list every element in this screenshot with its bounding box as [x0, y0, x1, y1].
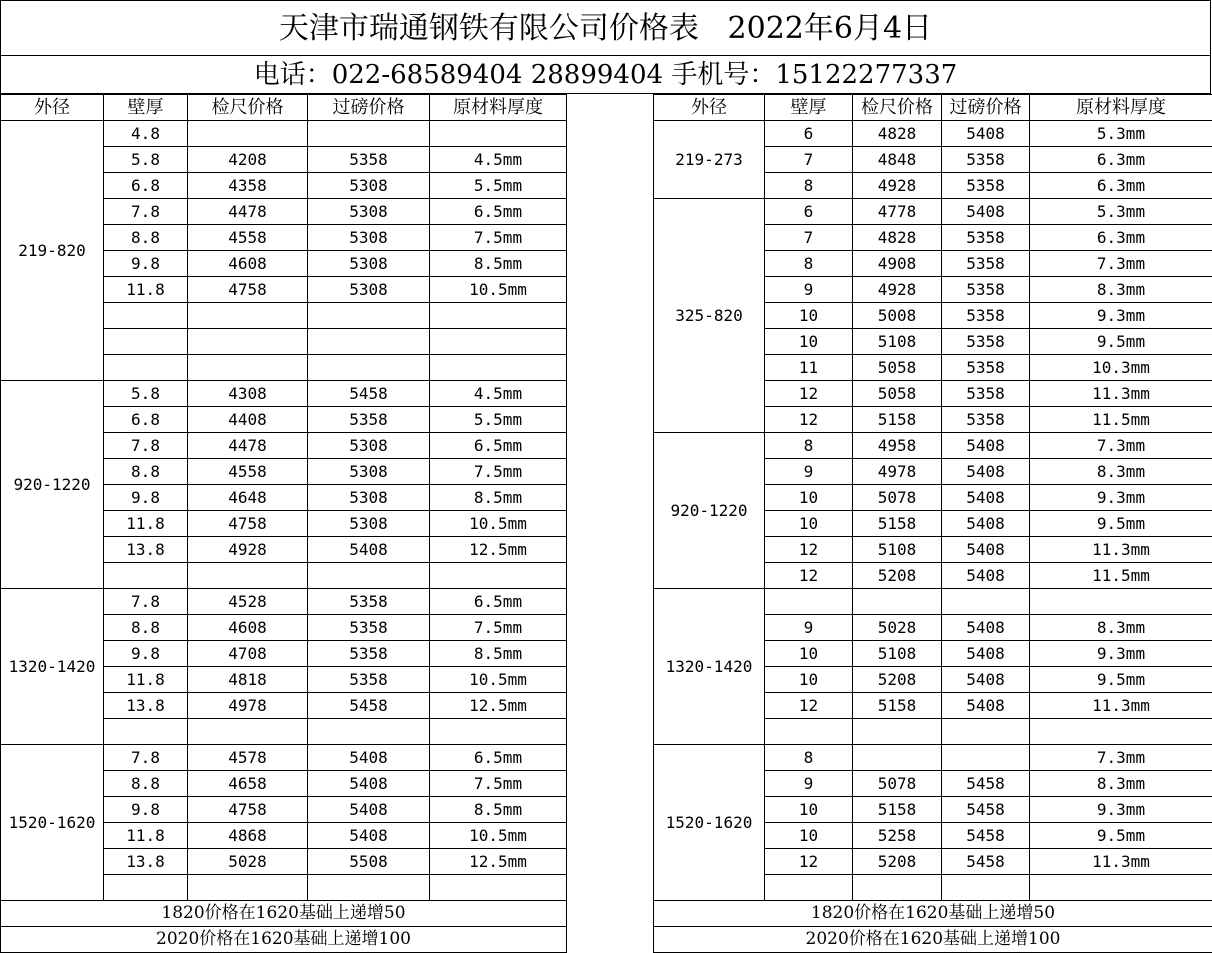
- wall-thickness-cell: 8: [765, 173, 853, 199]
- material-thickness-cell: 6.3mm: [1030, 225, 1212, 251]
- weighed-price-cell: 5358: [308, 641, 430, 667]
- table-row: [1, 745, 567, 771]
- material-thickness-cell: 8.3mm: [1030, 615, 1212, 641]
- material-thickness-cell: 7.5mm: [430, 771, 567, 797]
- weighed-price-cell: 5408: [942, 199, 1030, 225]
- wall-thickness-cell: 6: [765, 121, 853, 147]
- table-body: [1, 121, 567, 953]
- wall-thickness-cell: 9: [765, 277, 853, 303]
- scale-price-cell: 5078: [853, 771, 942, 797]
- wall-thickness-cell: 7.8: [104, 745, 188, 771]
- material-thickness-cell: [430, 719, 567, 745]
- wall-thickness-cell: 7: [765, 225, 853, 251]
- weighed-price-cell: 5408: [308, 537, 430, 563]
- scale-price-cell: 4708: [188, 641, 308, 667]
- wall-thickness-cell: 9: [765, 459, 853, 485]
- wall-thickness-cell: 8: [765, 433, 853, 459]
- scale-price-cell: 4608: [188, 251, 308, 277]
- scale-price-cell: 5158: [853, 693, 942, 719]
- wall-thickness-cell: [104, 563, 188, 589]
- weighed-price-cell: 5408: [308, 797, 430, 823]
- weighed-price-cell: 5408: [942, 511, 1030, 537]
- weighed-price-cell: 5308: [308, 433, 430, 459]
- material-thickness-cell: 6.5mm: [430, 199, 567, 225]
- wall-thickness-cell: 6.8: [104, 173, 188, 199]
- wall-thickness-cell: 12: [765, 537, 853, 563]
- weighed-price-cell: 5408: [942, 433, 1030, 459]
- weighed-price-cell: 5358: [308, 407, 430, 433]
- scale-price-cell: 5158: [853, 511, 942, 537]
- outer-diameter-cell: 1520-1620: [1, 745, 104, 901]
- material-thickness-cell: 7.3mm: [1030, 433, 1212, 459]
- wall-thickness-cell: [765, 589, 853, 615]
- weighed-price-cell: 5408: [942, 615, 1030, 641]
- scale-price-cell: [188, 121, 308, 147]
- weighed-price-cell: 5308: [308, 485, 430, 511]
- wall-thickness-cell: 8: [765, 251, 853, 277]
- weighed-price-cell: [942, 589, 1030, 615]
- scale-price-cell: 4928: [853, 173, 942, 199]
- weighed-price-cell: [308, 329, 430, 355]
- wall-thickness-cell: 8.8: [104, 771, 188, 797]
- scale-price-cell: 4958: [853, 433, 942, 459]
- weighed-price-cell: 5408: [308, 745, 430, 771]
- weighed-price-cell: 5408: [942, 693, 1030, 719]
- wall-thickness-cell: 10: [765, 511, 853, 537]
- weighed-price-cell: 5458: [942, 771, 1030, 797]
- table-row: [1, 121, 567, 147]
- price-note: 2020价格在1620基础上递增100: [654, 927, 1212, 953]
- weighed-price-cell: 5308: [308, 225, 430, 251]
- scale-price-cell: 4478: [188, 433, 308, 459]
- scale-price-cell: [188, 329, 308, 355]
- price-table-left: [0, 94, 567, 953]
- wall-thickness-cell: 11.8: [104, 277, 188, 303]
- material-thickness-cell: 8.3mm: [1030, 771, 1212, 797]
- scale-price-cell: 4208: [188, 147, 308, 173]
- table-row: [1, 589, 567, 615]
- weighed-price-cell: 5358: [308, 147, 430, 173]
- header-material-thickness: 原材料厚度: [430, 95, 567, 121]
- wall-thickness-cell: 7: [765, 147, 853, 173]
- scale-price-cell: 4778: [853, 199, 942, 225]
- weighed-price-cell: 5408: [942, 537, 1030, 563]
- scale-price-cell: 4608: [188, 615, 308, 641]
- table-row: [654, 589, 1212, 615]
- material-thickness-cell: 8.5mm: [430, 641, 567, 667]
- wall-thickness-cell: 7.8: [104, 589, 188, 615]
- weighed-price-cell: 5358: [942, 407, 1030, 433]
- page-title: 天津市瑞通钢铁有限公司价格表 2022年6月4日: [0, 0, 1211, 56]
- table-row: [654, 433, 1212, 459]
- contact-line: 电话：022-68589404 28899404 手机号：15122277337: [0, 56, 1211, 94]
- note-row: [654, 927, 1212, 953]
- material-thickness-cell: 7.5mm: [430, 615, 567, 641]
- weighed-price-cell: 5358: [308, 667, 430, 693]
- material-thickness-cell: 9.5mm: [1030, 329, 1212, 355]
- wall-thickness-cell: 11: [765, 355, 853, 381]
- material-thickness-cell: 8.3mm: [1030, 459, 1212, 485]
- scale-price-cell: 4908: [853, 251, 942, 277]
- wall-thickness-cell: 9.8: [104, 251, 188, 277]
- weighed-price-cell: 5508: [308, 849, 430, 875]
- material-thickness-cell: 7.5mm: [430, 225, 567, 251]
- weighed-price-cell: [308, 875, 430, 901]
- material-thickness-cell: 4.5mm: [430, 381, 567, 407]
- weighed-price-cell: 5458: [942, 823, 1030, 849]
- wall-thickness-cell: 8: [765, 745, 853, 771]
- weighed-price-cell: 5358: [942, 329, 1030, 355]
- outer-diameter-cell: 1320-1420: [1, 589, 104, 745]
- table-body: [654, 121, 1212, 953]
- wall-thickness-cell: [104, 875, 188, 901]
- scale-price-cell: 4578: [188, 745, 308, 771]
- price-note: 1820价格在1620基础上递增50: [1, 901, 567, 927]
- wall-thickness-cell: [104, 355, 188, 381]
- scale-price-cell: 4848: [853, 147, 942, 173]
- scale-price-cell: 5008: [853, 303, 942, 329]
- header-weighed-price: 过磅价格: [308, 95, 430, 121]
- weighed-price-cell: 5408: [308, 823, 430, 849]
- scale-price-cell: [853, 875, 942, 901]
- weighed-price-cell: 5308: [308, 511, 430, 537]
- material-thickness-cell: 10.5mm: [430, 277, 567, 303]
- scale-price-cell: 5208: [853, 563, 942, 589]
- material-thickness-cell: [430, 121, 567, 147]
- scale-price-cell: 4558: [188, 459, 308, 485]
- wall-thickness-cell: 11.8: [104, 511, 188, 537]
- table-row: [654, 745, 1212, 771]
- scale-price-cell: [188, 355, 308, 381]
- scale-price-cell: 4758: [188, 511, 308, 537]
- header-row: [1, 95, 567, 121]
- weighed-price-cell: 5308: [308, 251, 430, 277]
- weighed-price-cell: 5458: [308, 693, 430, 719]
- wall-thickness-cell: 12: [765, 407, 853, 433]
- weighed-price-cell: 5408: [942, 459, 1030, 485]
- weighed-price-cell: 5358: [942, 251, 1030, 277]
- material-thickness-cell: 4.5mm: [430, 147, 567, 173]
- weighed-price-cell: [308, 719, 430, 745]
- scale-price-cell: [853, 745, 942, 771]
- weighed-price-cell: 5358: [942, 355, 1030, 381]
- weighed-price-cell: 5408: [942, 485, 1030, 511]
- wall-thickness-cell: 11.8: [104, 667, 188, 693]
- weighed-price-cell: 5458: [942, 849, 1030, 875]
- scale-price-cell: [188, 303, 308, 329]
- material-thickness-cell: 10.5mm: [430, 511, 567, 537]
- scale-price-cell: 4758: [188, 277, 308, 303]
- wall-thickness-cell: 6.8: [104, 407, 188, 433]
- wall-thickness-cell: 7.8: [104, 433, 188, 459]
- scale-price-cell: 4828: [853, 121, 942, 147]
- wall-thickness-cell: 9: [765, 771, 853, 797]
- material-thickness-cell: 11.5mm: [1030, 563, 1212, 589]
- wall-thickness-cell: 9.8: [104, 797, 188, 823]
- material-thickness-cell: 11.3mm: [1030, 537, 1212, 563]
- material-thickness-cell: 5.3mm: [1030, 199, 1212, 225]
- wall-thickness-cell: 12: [765, 381, 853, 407]
- scale-price-cell: 4828: [853, 225, 942, 251]
- scale-price-cell: 4358: [188, 173, 308, 199]
- scale-price-cell: [188, 719, 308, 745]
- material-thickness-cell: 6.3mm: [1030, 147, 1212, 173]
- scale-price-cell: 5108: [853, 641, 942, 667]
- wall-thickness-cell: 5.8: [104, 381, 188, 407]
- scale-price-cell: [853, 719, 942, 745]
- material-thickness-cell: 8.5mm: [430, 797, 567, 823]
- material-thickness-cell: 6.3mm: [1030, 173, 1212, 199]
- scale-price-cell: 5108: [853, 329, 942, 355]
- scale-price-cell: [853, 589, 942, 615]
- material-thickness-cell: 12.5mm: [430, 849, 567, 875]
- scale-price-cell: 4928: [188, 537, 308, 563]
- outer-diameter-cell: 325-820: [654, 199, 765, 433]
- wall-thickness-cell: 4.8: [104, 121, 188, 147]
- wall-thickness-cell: [104, 303, 188, 329]
- wall-thickness-cell: 8.8: [104, 615, 188, 641]
- material-thickness-cell: 9.3mm: [1030, 303, 1212, 329]
- weighed-price-cell: [942, 875, 1030, 901]
- material-thickness-cell: 11.3mm: [1030, 693, 1212, 719]
- scale-price-cell: 4408: [188, 407, 308, 433]
- outer-diameter-cell: 219-820: [1, 121, 104, 381]
- header-scale-price: 检尺价格: [188, 95, 308, 121]
- wall-thickness-cell: 10: [765, 797, 853, 823]
- wall-thickness-cell: [104, 329, 188, 355]
- material-thickness-cell: 9.5mm: [1030, 511, 1212, 537]
- wall-thickness-cell: 9.8: [104, 485, 188, 511]
- outer-diameter-cell: 920-1220: [654, 433, 765, 589]
- material-thickness-cell: 9.3mm: [1030, 797, 1212, 823]
- material-thickness-cell: 9.5mm: [1030, 823, 1212, 849]
- weighed-price-cell: [942, 745, 1030, 771]
- price-note: 2020价格在1620基础上递增100: [1, 927, 567, 953]
- scale-price-cell: [188, 875, 308, 901]
- wall-thickness-cell: 12: [765, 849, 853, 875]
- material-thickness-cell: 6.5mm: [430, 433, 567, 459]
- material-thickness-cell: 11.3mm: [1030, 381, 1212, 407]
- scale-price-cell: 4818: [188, 667, 308, 693]
- scale-price-cell: 5208: [853, 849, 942, 875]
- material-thickness-cell: 5.5mm: [430, 407, 567, 433]
- material-thickness-cell: 5.3mm: [1030, 121, 1212, 147]
- wall-thickness-cell: 10: [765, 823, 853, 849]
- wall-thickness-cell: 7.8: [104, 199, 188, 225]
- weighed-price-cell: 5358: [308, 589, 430, 615]
- scale-price-cell: 5158: [853, 797, 942, 823]
- scale-price-cell: 4648: [188, 485, 308, 511]
- scale-price-cell: 4758: [188, 797, 308, 823]
- scale-price-cell: 4658: [188, 771, 308, 797]
- material-thickness-cell: [1030, 589, 1212, 615]
- price-note: 1820价格在1620基础上递增50: [654, 901, 1212, 927]
- material-thickness-cell: 9.3mm: [1030, 641, 1212, 667]
- scale-price-cell: 4308: [188, 381, 308, 407]
- scale-price-cell: 5058: [853, 381, 942, 407]
- wall-thickness-cell: [765, 719, 853, 745]
- weighed-price-cell: [308, 303, 430, 329]
- weighed-price-cell: 5408: [942, 667, 1030, 693]
- weighed-price-cell: 5308: [308, 199, 430, 225]
- table-row: [654, 121, 1212, 147]
- note-row: [1, 901, 567, 927]
- scale-price-cell: 5058: [853, 355, 942, 381]
- header-outer-diameter: 外径: [1, 95, 104, 121]
- material-thickness-cell: 10.3mm: [1030, 355, 1212, 381]
- wall-thickness-cell: 12: [765, 693, 853, 719]
- price-table-right: [653, 94, 1212, 953]
- outer-diameter-cell: 1320-1420: [654, 589, 765, 745]
- wall-thickness-cell: 10: [765, 667, 853, 693]
- note-row: [654, 901, 1212, 927]
- material-thickness-cell: 7.3mm: [1030, 745, 1212, 771]
- scale-price-cell: 4868: [188, 823, 308, 849]
- material-thickness-cell: 9.5mm: [1030, 667, 1212, 693]
- weighed-price-cell: 5358: [942, 303, 1030, 329]
- weighed-price-cell: 5308: [308, 459, 430, 485]
- wall-thickness-cell: 11.8: [104, 823, 188, 849]
- weighed-price-cell: 5408: [942, 641, 1030, 667]
- scale-price-cell: 4478: [188, 199, 308, 225]
- wall-thickness-cell: 13.8: [104, 537, 188, 563]
- wall-thickness-cell: 9: [765, 615, 853, 641]
- material-thickness-cell: [1030, 719, 1212, 745]
- scale-price-cell: 4558: [188, 225, 308, 251]
- material-thickness-cell: 6.5mm: [430, 745, 567, 771]
- material-thickness-cell: [430, 303, 567, 329]
- header-outer-diameter: 外径: [654, 95, 765, 121]
- wall-thickness-cell: 10: [765, 329, 853, 355]
- wall-thickness-cell: 8.8: [104, 459, 188, 485]
- outer-diameter-cell: 920-1220: [1, 381, 104, 589]
- material-thickness-cell: [430, 329, 567, 355]
- scale-price-cell: 4978: [853, 459, 942, 485]
- header-wall-thickness: 壁厚: [765, 95, 853, 121]
- material-thickness-cell: [1030, 875, 1212, 901]
- material-thickness-cell: 8.5mm: [430, 485, 567, 511]
- weighed-price-cell: 5308: [308, 173, 430, 199]
- material-thickness-cell: 9.3mm: [1030, 485, 1212, 511]
- weighed-price-cell: 5408: [942, 121, 1030, 147]
- material-thickness-cell: 10.5mm: [430, 823, 567, 849]
- wall-thickness-cell: 10: [765, 641, 853, 667]
- outer-diameter-cell: 1520-1620: [654, 745, 765, 901]
- scale-price-cell: 4978: [188, 693, 308, 719]
- material-thickness-cell: 12.5mm: [430, 693, 567, 719]
- weighed-price-cell: 5308: [308, 277, 430, 303]
- wall-thickness-cell: 10: [765, 485, 853, 511]
- weighed-price-cell: [942, 719, 1030, 745]
- header-scale-price: 检尺价格: [853, 95, 942, 121]
- material-thickness-cell: 11.5mm: [1030, 407, 1212, 433]
- weighed-price-cell: 5358: [942, 147, 1030, 173]
- material-thickness-cell: 10.5mm: [430, 667, 567, 693]
- material-thickness-cell: 8.5mm: [430, 251, 567, 277]
- scale-price-cell: 5108: [853, 537, 942, 563]
- header-weighed-price: 过磅价格: [942, 95, 1030, 121]
- wall-thickness-cell: [765, 875, 853, 901]
- weighed-price-cell: 5408: [942, 563, 1030, 589]
- wall-thickness-cell: 8.8: [104, 225, 188, 251]
- wall-thickness-cell: [104, 719, 188, 745]
- scale-price-cell: 5078: [853, 485, 942, 511]
- weighed-price-cell: 5458: [308, 381, 430, 407]
- table-row: [1, 381, 567, 407]
- material-thickness-cell: 5.5mm: [430, 173, 567, 199]
- note-row: [1, 927, 567, 953]
- scale-price-cell: 5028: [188, 849, 308, 875]
- table-row: [654, 199, 1212, 225]
- weighed-price-cell: 5358: [942, 277, 1030, 303]
- wall-thickness-cell: 9.8: [104, 641, 188, 667]
- weighed-price-cell: [308, 121, 430, 147]
- wall-thickness-cell: 10: [765, 303, 853, 329]
- material-thickness-cell: [430, 355, 567, 381]
- scale-price-cell: 5158: [853, 407, 942, 433]
- scale-price-cell: 5208: [853, 667, 942, 693]
- weighed-price-cell: 5408: [308, 771, 430, 797]
- weighed-price-cell: 5458: [942, 797, 1030, 823]
- wall-thickness-cell: 13.8: [104, 849, 188, 875]
- wall-thickness-cell: 12: [765, 563, 853, 589]
- wall-thickness-cell: 13.8: [104, 693, 188, 719]
- material-thickness-cell: [430, 563, 567, 589]
- header-wall-thickness: 壁厚: [104, 95, 188, 121]
- outer-diameter-cell: 219-273: [654, 121, 765, 199]
- wall-thickness-cell: 5.8: [104, 147, 188, 173]
- weighed-price-cell: 5358: [942, 381, 1030, 407]
- material-thickness-cell: [430, 875, 567, 901]
- header-material-thickness: 原材料厚度: [1030, 95, 1212, 121]
- material-thickness-cell: 7.5mm: [430, 459, 567, 485]
- wall-thickness-cell: 6: [765, 199, 853, 225]
- weighed-price-cell: 5358: [942, 173, 1030, 199]
- material-thickness-cell: 8.3mm: [1030, 277, 1212, 303]
- material-thickness-cell: 6.5mm: [430, 589, 567, 615]
- material-thickness-cell: 12.5mm: [430, 537, 567, 563]
- scale-price-cell: 4528: [188, 589, 308, 615]
- weighed-price-cell: 5358: [942, 225, 1030, 251]
- material-thickness-cell: 7.3mm: [1030, 251, 1212, 277]
- scale-price-cell: [188, 563, 308, 589]
- scale-price-cell: 5258: [853, 823, 942, 849]
- header-row: [654, 95, 1212, 121]
- scale-price-cell: 4928: [853, 277, 942, 303]
- weighed-price-cell: 5358: [308, 615, 430, 641]
- weighed-price-cell: [308, 563, 430, 589]
- weighed-price-cell: [308, 355, 430, 381]
- material-thickness-cell: 11.3mm: [1030, 849, 1212, 875]
- scale-price-cell: 5028: [853, 615, 942, 641]
